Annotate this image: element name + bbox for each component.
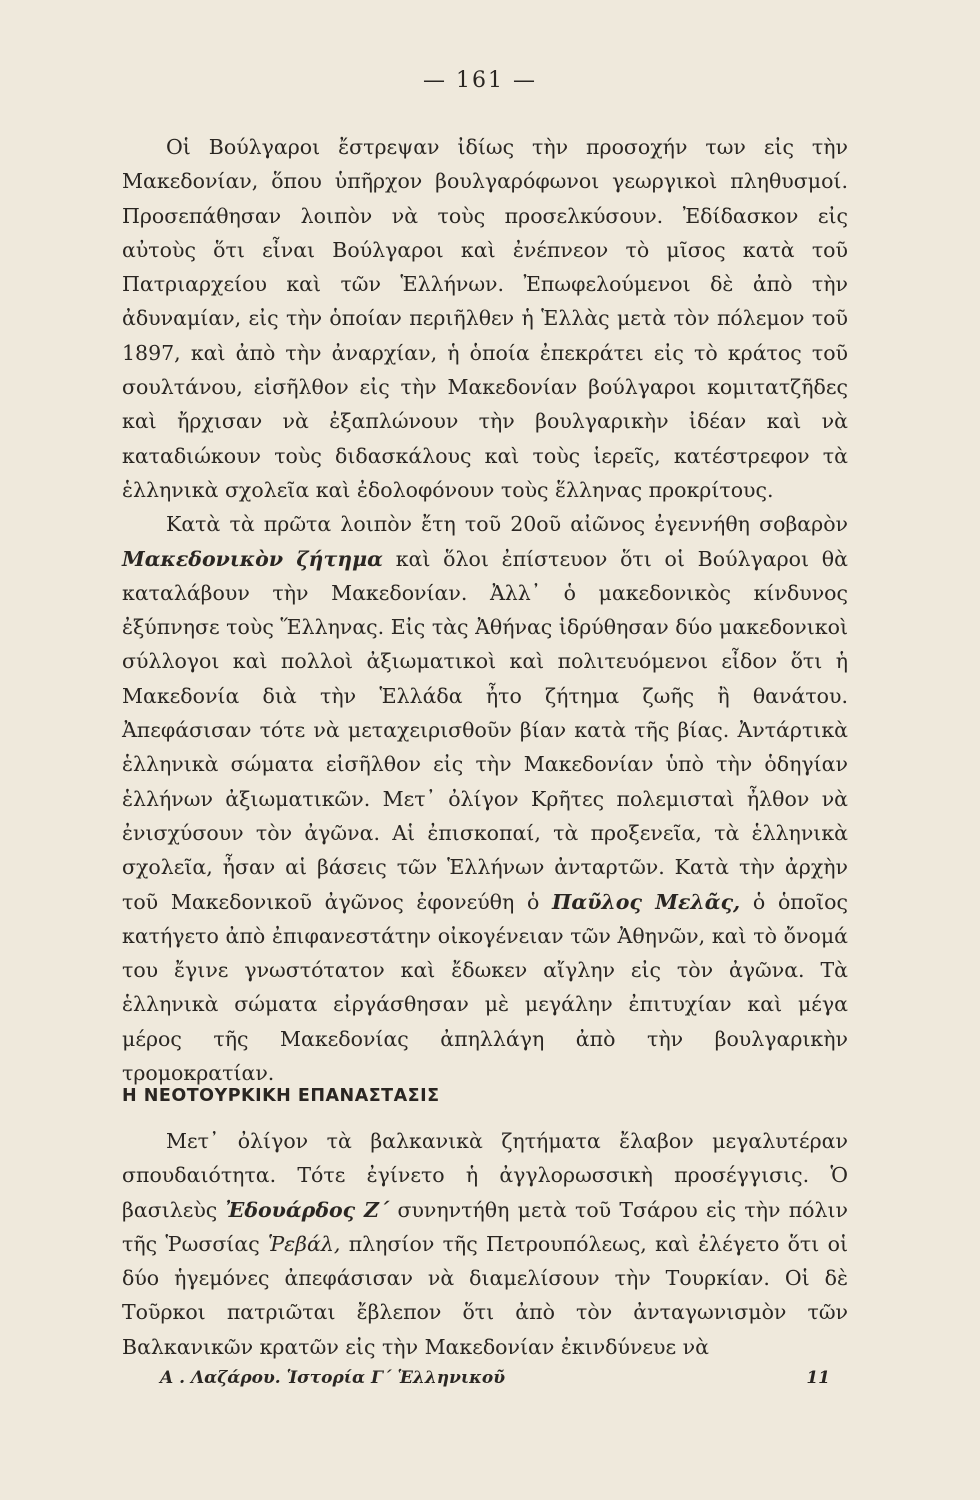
paragraph-3 <box>122 1124 848 1364</box>
paragraph-2 <box>122 507 848 1090</box>
paragraph-2-text-a: Κατὰ τὰ πρῶτα λοιπὸν ἔτη τοῦ 20οῦ αἰῶνος ἐγεννήθη σοβαρὸν <box>166 512 848 537</box>
emphasis-edward: Ἐδουάρδος Ζ΄ <box>225 1197 390 1222</box>
footer-signature-number: 11 <box>806 1368 830 1388</box>
footer-book-title: Α . Λαζάρου. Ἱστορία Γ΄ Ἑλληνικοῦ <box>160 1368 506 1388</box>
paragraph-3-text-a: Μετ᾿ ὀλίγον τὰ βαλκανικὰ ζητήματα ἔλαβον μεγαλυτέραν σπουδαιότητα. Τότε ἐγίνετο ἡ ἀγγλορωσσικὴ προσέγγισις. Ὁ βασιλεὺς <box>122 1129 848 1222</box>
emphasis-pavlos-melas: Παῦλος Μελᾶς, <box>552 889 741 914</box>
page-number: — 161 — <box>423 68 537 93</box>
paragraph-3-text-c: πλησίον τῆς Πετρουπόλεως, καὶ ἐλέγετο ὅτι οἱ δύο ἡγεμόνες ἀπεφάσισαν νὰ διαμελίσουν τὴν Τουρκίαν. Οἱ δὲ Τοῦρκοι πατριῶται ἔβλεπον ὅτι ἀπὸ τὸν ἀνταγωνισμὸν τῶν Βαλκανικῶν κρατῶν εἰς τὴν Μακεδονίαν ἐκινδύνευε νὰ <box>122 1231 848 1359</box>
section-heading: Η ΝΕΟΤΟΥΡΚΙΚΗ ΕΠΑΝΑΣΤΑΣΙΣ <box>122 1086 440 1106</box>
section-text <box>122 1124 848 1364</box>
paragraph-3-text-b: συνηντήθη μετὰ τοῦ Τσάρου εἰς τὴν πόλιν τῆς Ῥωσσίας <box>122 1197 848 1256</box>
paragraph-2-text-b: καὶ ὅλοι ἐπίστευον ὅτι οἱ Βούλγαροι θὰ καταλάβουν τὴν Μακεδονίαν. Ἀλλ᾿ ὁ μακεδονικὸς κίνδυνος ἐξύπνησε τοὺς Ἕλληνας. Εἰς τὰς Ἀθήνας ἱδρύθησαν δύο μακεδονικοὶ σύλλογοι καὶ πολλοὶ ἀξιωματικοὶ καὶ πολιτευόμενοι εἶδον ὅτι ἡ Μακεδονία διὰ τὴν Ἑλλάδα ἦτο ζήτημα ζωῆς ἢ θανάτου. Ἀπεφάσισαν τότε νὰ μεταχειρισθοῦν βίαν κατὰ τῆς βίας. Ἀντάρτικὰ ἑλληνικὰ σώματα εἰσῆλθον εἰς τὴν Μακεδονίαν ὑπὸ τὴν ὁδηγίαν ἑλλήνων ἀξιωματικῶν. Μετ᾿ ὀλίγον Κρῆτες πολεμισταὶ ἦλθον νὰ ἐνισχύσουν τὸν ἀγῶνα. Αἱ ἐπισκοπαί, τὰ προξενεῖα, τὰ ἑλληνικὰ σχολεῖα, ἦσαν αἱ βάσεις τῶν Ἑλλήνων ἀνταρτῶν. Κατὰ τὴν ἀρχὴν τοῦ Μακεδονικοῦ ἀγῶνος ἐφονεύθη ὁ <box>122 546 848 914</box>
page-footer <box>160 1368 830 1388</box>
paragraph-1: Οἱ Βούλγαροι ἔστρεψαν ἰδίως τὴν προσοχήν των εἰς τὴν Μακεδονίαν, ὅπου ὑπῆρχον βουλγαρόφωνοι γεωργικοὶ πληθυσμοί. Προσεπάθησαν λοιπὸν νὰ τοὺς προσελκύσουν. Ἐδίδασκον εἰς αὐτοὺς ὅτι εἶναι Βούλγαροι καὶ ἐνέπνεον τὸ μῖσος κατὰ τοῦ Πατριαρχείου καὶ τῶν Ἑλλήνων. Ἐπωφελούμενοι δὲ ἀπὸ τὴν ἀδυναμίαν, εἰς τὴν ὁποίαν περιῆλθεν ἡ Ἑλλὰς μετὰ τὸν πόλεμον τοῦ 1897, καὶ ἀπὸ τὴν ἀναρχίαν, ἡ ὁποία ἐπεκράτει εἰς τὸ κράτος τοῦ σουλτάνου, εἰσῆλθον εἰς τὴν Μακεδονίαν βούλγαροι κομιτατζῆδες καὶ ἤρχισαν νὰ ἐξαπλώνουν τὴν βουλγαρικὴν ἰδέαν καὶ νὰ καταδιώκουν τοὺς διδασκάλους καὶ τοὺς ἱερεῖς, κατέστρεφον τὰ ἑλληνικὰ σχολεῖα καὶ ἐδολοφόνουν τοὺς ἕλληνας προκρίτους. <box>122 135 848 502</box>
main-text <box>122 130 848 1090</box>
emphasis-macedonian-question: Μακεδονικὸν ζήτημα <box>122 546 383 571</box>
emphasis-reval: Ῥεβάλ, <box>267 1231 341 1256</box>
paragraph-2-text-c: ὁ ὁποῖος κατήγετο ἀπὸ ἐπιφανεστάτην οἰκογένειαν τῶν Ἀθηνῶν, καὶ τὸ ὄνομά του ἔγινε γνωστότατον καὶ ἔδωκεν αἴγλην εἰς τὸν ἀγῶνα. Τὰ ἑλληνικὰ σώματα εἰργάσθησαν μὲ μεγάλην ἐπιτυχίαν καὶ μέγα μέρος τῆς Μακεδονίας ἀπηλλάγη ἀπὸ τὴν βουλγαρικὴν τρομοκρατίαν. <box>122 889 848 1086</box>
